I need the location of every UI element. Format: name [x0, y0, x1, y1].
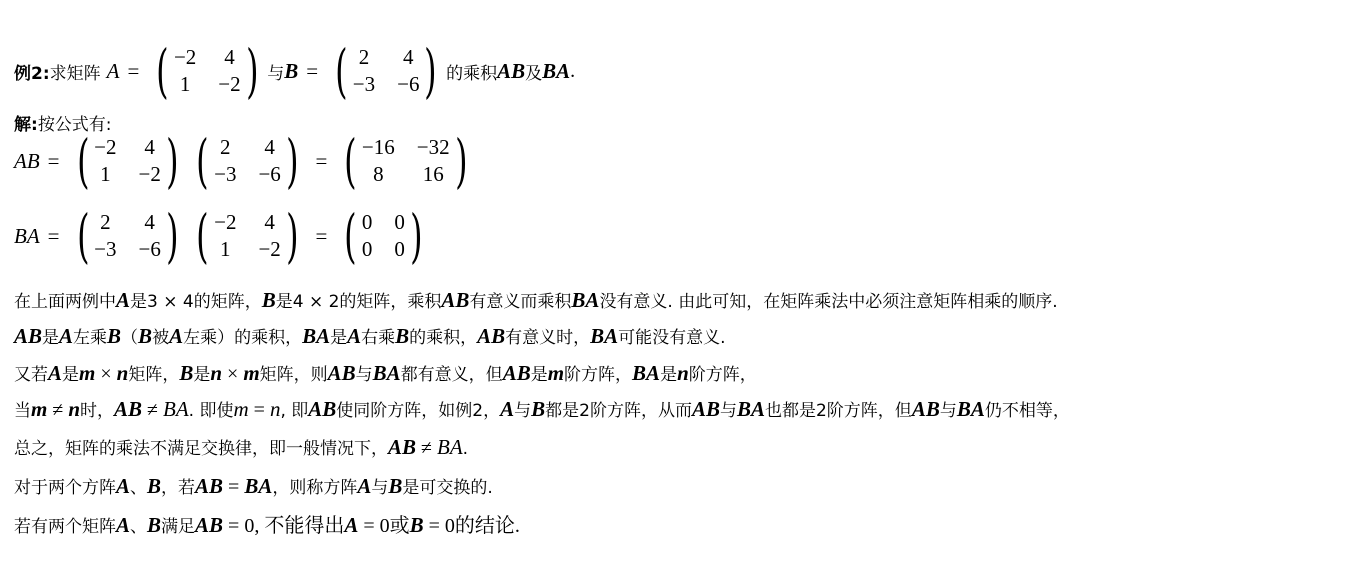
text-segment: 是可交换的.: [402, 478, 493, 498]
text-segment: 是: [62, 365, 80, 385]
matrix-cell: 1: [179, 72, 191, 96]
example-text: 求矩阵: [49, 63, 101, 84]
text-segment: =: [223, 476, 245, 498]
text-segment: , 即: [280, 401, 309, 421]
eq-lhs: BA: [14, 223, 40, 248]
text-segment: AB: [195, 513, 224, 537]
equals-sign: =: [47, 148, 60, 173]
matrix-factor-2: ( −2 4 1 −2 ): [196, 202, 299, 270]
matrix-cell: −2: [173, 45, 197, 69]
text-segment: m: [547, 361, 565, 385]
text-segment: B: [388, 474, 403, 498]
text-segment: n: [210, 361, 223, 385]
text-segment: ×: [95, 363, 117, 385]
matrix-cell: 0: [394, 210, 405, 234]
text-segment: 被: [152, 328, 170, 348]
matrix-a: ( −2 4 1 −2 ): [156, 37, 259, 105]
text-segment: 有意义时，: [505, 328, 591, 348]
text-segment: B: [261, 288, 276, 312]
matrix-cell: 1: [100, 162, 111, 186]
text-segment: AB: [691, 397, 720, 421]
text-segment: 是3 × 4的矩阵，: [130, 292, 262, 312]
matrix-factor-2: ( 2 4 −3 −6 ): [196, 127, 299, 195]
matrix-cell: 2: [220, 135, 231, 159]
text-segment: A: [116, 513, 131, 537]
text-segment: A: [347, 324, 362, 348]
text-segment: 有意义而乘积: [469, 292, 572, 312]
text-segment: 可能没有意义.: [618, 328, 726, 348]
example-text2: 的乘积: [446, 63, 498, 84]
text-segment: A: [357, 474, 372, 498]
eq-lhs: AB: [14, 148, 40, 173]
text-segment: 右乘: [361, 328, 396, 348]
matrix-cell: 1: [220, 237, 231, 261]
text-segment: . 即使: [188, 401, 234, 421]
text-segment: n: [116, 361, 129, 385]
matrix-cell: −16: [361, 135, 395, 159]
text-segment: A: [116, 288, 131, 312]
paragraph-line: [14, 287, 1058, 313]
text-segment: 与: [719, 401, 737, 421]
text-segment: 与: [371, 478, 389, 498]
text-segment: BA: [956, 397, 985, 421]
matrix-cell: 0: [361, 237, 373, 261]
text-segment: 阶方阵，: [564, 365, 633, 385]
text-segment: 与: [355, 365, 373, 385]
text-segment: B: [409, 513, 424, 537]
equals-sign: =: [127, 58, 140, 83]
text-segment: =: [248, 399, 270, 421]
equation-ab: [14, 127, 476, 195]
matrix-cell: 16: [422, 162, 444, 186]
text-segment: AB: [388, 435, 417, 459]
text-segment: ≠: [416, 437, 437, 459]
text-segment: BA: [302, 324, 331, 348]
matrix-cell: −2: [138, 162, 161, 186]
text-segment: 总之，矩阵的乘法不满足交换律，即一般情况下，: [14, 439, 388, 459]
text-segment: AB: [477, 324, 506, 348]
text-segment: 左乘: [73, 328, 108, 348]
text-segment: 是4 × 2的矩阵，乘积: [275, 292, 442, 312]
text-segment: = 0的结论.: [423, 515, 520, 537]
text-segment: .: [462, 439, 469, 459]
text-segment: m: [233, 397, 249, 421]
matrix-cell: 0: [361, 210, 373, 234]
matrix-b-symbol: B: [284, 58, 299, 83]
paragraph-line: [14, 360, 757, 386]
text-segment: AB: [441, 288, 470, 312]
text-segment: 是: [330, 328, 348, 348]
paragraph-line: [14, 434, 468, 460]
text-segment: 是: [42, 328, 60, 348]
text-segment: A: [169, 324, 184, 348]
text-segment: B: [138, 324, 153, 348]
text-segment: BA: [736, 397, 765, 421]
text-segment: 左乘）的乘积，: [183, 328, 303, 348]
text-segment: n: [269, 397, 281, 421]
period: .: [570, 59, 576, 82]
matrix-cell: 4: [224, 45, 235, 69]
matrix-cell: −32: [416, 135, 450, 159]
matrix-factor-1: ( 2 4 −3 −6 ): [76, 202, 179, 270]
text-segment: 没有意义. 由此可知，在矩阵乘法中必须注意矩阵相乘的顺序.: [599, 292, 1058, 312]
matrix-cell: 0: [394, 237, 405, 261]
matrix-cell: 2: [358, 45, 370, 69]
text-segment: B: [531, 397, 546, 421]
text-segment: 是: [660, 365, 678, 385]
paragraph-line: [14, 396, 1070, 422]
text-segment: 、: [130, 478, 148, 498]
text-segment: m: [243, 361, 260, 385]
matrix-cell: 4: [264, 210, 275, 234]
equals-sign: =: [315, 223, 328, 248]
solution-text: 按公式有:: [37, 115, 112, 135]
text-segment: BA: [571, 288, 600, 312]
matrix-cell: −2: [218, 72, 241, 96]
matrix-cell: −3: [352, 72, 376, 96]
matrix-cell: −2: [94, 135, 117, 159]
text-segment: n: [677, 361, 689, 385]
matrix-product: ( 0 0 0 0 ): [344, 202, 423, 270]
text-segment: 仍不相等，: [984, 401, 1070, 421]
matrix-b: ( 2 4 −3 −6 ): [335, 37, 438, 105]
matrix-factor-1: ( −2 4 1 −2 ): [76, 127, 179, 195]
matrix-cell: 8: [373, 162, 384, 186]
text-segment: AB: [14, 324, 43, 348]
text-segment: A: [344, 513, 359, 537]
text-segment: 是: [530, 365, 548, 385]
conj-text: 与: [267, 63, 285, 84]
text-segment: 与: [939, 401, 957, 421]
text-segment: 使同阶方阵，如例2，: [336, 401, 501, 421]
text-segment: （: [121, 328, 139, 348]
text-segment: 又若: [14, 365, 48, 385]
solution-label: 解:: [14, 115, 38, 135]
text-segment: BA: [632, 361, 661, 385]
text-segment: BA: [372, 361, 401, 385]
matrix-cell: −6: [258, 162, 281, 186]
matrix-cell: −3: [214, 162, 237, 186]
text-segment: 都是2阶方阵，从而: [545, 401, 692, 421]
text-segment: 矩阵，: [128, 365, 180, 385]
text-segment: AB: [327, 361, 356, 385]
matrix-cell: 2: [100, 210, 111, 234]
text-segment: AB: [308, 397, 337, 421]
text-segment: m: [31, 397, 48, 421]
matrix-cell: −6: [138, 237, 161, 261]
matrix-a-symbol: A: [106, 58, 120, 83]
text-segment: AB: [114, 397, 143, 421]
text-segment: B: [395, 324, 410, 348]
matrix-cell: 4: [144, 135, 155, 159]
matrix-cell: −6: [397, 72, 420, 96]
matrix-cell: 4: [403, 45, 414, 69]
example-label: 例2:: [14, 63, 50, 84]
matrix-cell: 4: [264, 135, 275, 159]
text-segment: ，则称方阵: [272, 478, 358, 498]
text-segment: B: [147, 513, 162, 537]
text-segment: 都有意义，但: [400, 365, 503, 385]
text-segment: 、: [130, 517, 148, 537]
paragraph-line: [14, 473, 493, 499]
text-segment: A: [59, 324, 74, 348]
ab-symbol: AB: [497, 58, 526, 83]
matrix-cell: −2: [214, 210, 237, 234]
text-segment: m: [79, 361, 96, 385]
matrix-cell: −3: [94, 237, 117, 261]
text-segment: ×: [222, 363, 244, 385]
text-segment: 也都是2阶方阵，但: [764, 401, 912, 421]
text-segment: BA: [590, 324, 619, 348]
text-segment: ≠: [47, 399, 69, 421]
text-segment: = 0, 不能得出: [223, 515, 345, 537]
matrix-cell: −2: [258, 237, 281, 261]
paragraph-line: [14, 323, 726, 349]
text-segment: A: [48, 361, 63, 385]
text-segment: BA: [163, 397, 189, 421]
text-segment: BA: [437, 435, 463, 459]
text-segment: = 0或: [358, 515, 410, 537]
text-segment: 的乘积，: [409, 328, 478, 348]
text-segment: 阶方阵，: [688, 365, 757, 385]
text-segment: 在上面两例中: [14, 292, 116, 312]
equals-sign: =: [315, 148, 328, 173]
text-segment: B: [179, 361, 194, 385]
text-segment: 若有两个矩阵: [14, 517, 116, 537]
matrix-cell: 4: [144, 210, 155, 234]
text-segment: n: [68, 397, 81, 421]
equals-sign: =: [306, 58, 319, 83]
text-segment: 时，: [80, 401, 115, 421]
text-segment: ，若: [161, 478, 196, 498]
text-segment: BA: [244, 474, 273, 498]
equals-sign: =: [47, 223, 60, 248]
text-segment: B: [147, 474, 162, 498]
and-text: 及: [525, 63, 543, 84]
text-segment: 矩阵，则: [259, 365, 328, 385]
text-segment: 是: [193, 365, 211, 385]
ba-symbol: BA: [542, 58, 571, 83]
equation-ba: [14, 202, 432, 270]
matrix-product: ( −16 −32 8 16 ): [344, 127, 468, 195]
text-segment: 与: [514, 401, 532, 421]
paragraph-line: [14, 509, 520, 538]
text-segment: A: [116, 474, 131, 498]
example-statement: [14, 37, 576, 105]
text-segment: AB: [502, 361, 531, 385]
text-segment: 当: [14, 401, 31, 421]
text-segment: 满足: [161, 517, 196, 537]
text-segment: AB: [911, 397, 940, 421]
text-segment: AB: [195, 474, 224, 498]
text-segment: B: [107, 324, 122, 348]
text-segment: A: [500, 397, 515, 421]
text-segment: ≠: [142, 399, 164, 421]
text-segment: 对于两个方阵: [14, 478, 116, 498]
